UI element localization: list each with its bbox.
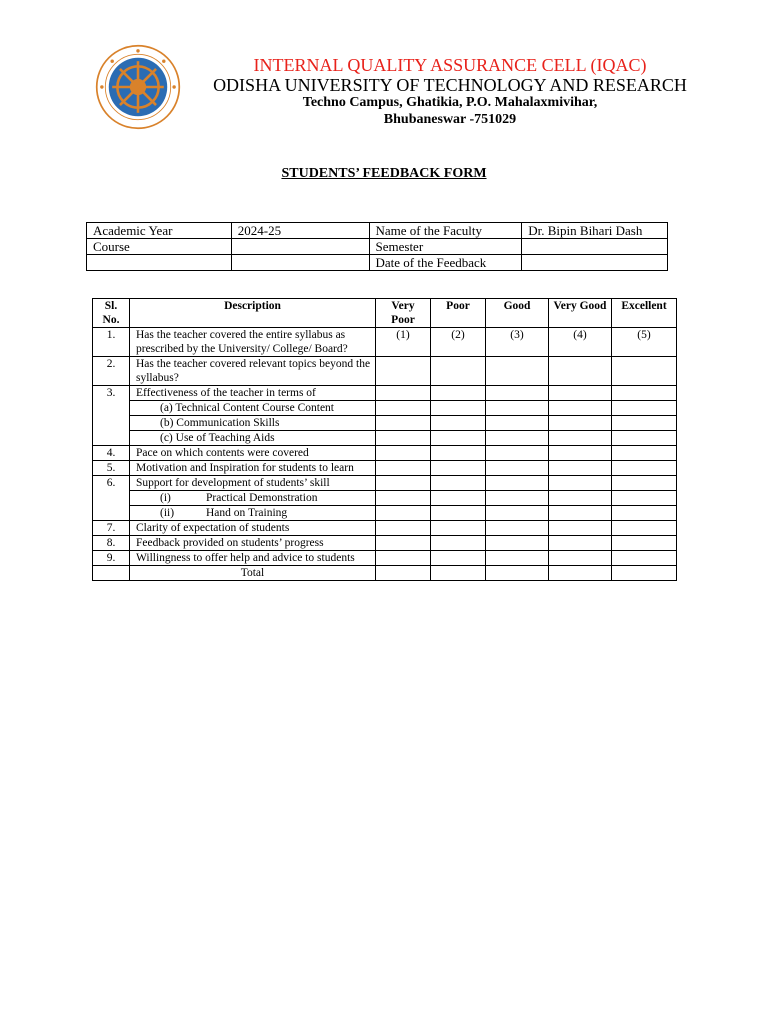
rating-cell[interactable] [486,386,549,401]
rating-cell[interactable] [431,461,486,476]
total-label: Total [130,566,376,581]
sub-question-text: (b) Communication Skills [130,416,376,431]
empty-cell [93,566,130,581]
sl-header: Sl. No. [93,299,130,328]
table-row [93,491,677,506]
question-text: Willingness to offer help and advice to students [130,551,376,566]
score-very-good[interactable]: (4) [549,328,612,357]
rating-cell[interactable] [549,506,612,521]
poor-header: Poor [431,299,486,328]
table-row [93,536,677,551]
rating-cell[interactable] [376,357,431,386]
rating-cell[interactable] [431,476,486,491]
rating-cell[interactable] [486,357,549,386]
table-row [93,521,677,536]
rating-cell[interactable] [486,551,549,566]
academic-year-value[interactable]: 2024-25 [231,223,369,239]
question-text: Pace on which contents were covered [130,446,376,461]
info-table [86,222,668,271]
question-text: Motivation and Inspiration for students to learn [130,461,376,476]
rating-cell[interactable] [486,401,549,416]
good-header: Good [486,299,549,328]
total-cell[interactable] [612,566,677,581]
rating-cell[interactable] [431,431,486,446]
sub-question-text [130,506,376,521]
rating-cell[interactable] [486,506,549,521]
very-good-header: Very Good [549,299,612,328]
table-row [93,431,677,446]
address-line-2: Bhubaneswar -751029 [383,112,517,127]
empty-cell [231,255,369,271]
question-text: Has the teacher covered relevant topics beyond the syllabus? [130,357,376,386]
rating-cell[interactable] [549,476,612,491]
rating-cell[interactable] [376,461,431,476]
rating-cell[interactable] [549,491,612,506]
rating-cell[interactable] [549,551,612,566]
rating-cell[interactable] [549,536,612,551]
faculty-value[interactable]: Dr. Bipin Bihari Dash [522,223,668,239]
rating-cell[interactable] [376,416,431,431]
score-poor[interactable]: (2) [431,328,486,357]
sub-question-text [130,491,376,506]
rating-cell[interactable] [376,446,431,461]
rating-cell[interactable] [612,476,677,491]
description-header: Description [130,299,376,328]
table-row [93,357,677,386]
rating-cell[interactable] [376,491,431,506]
rating-cell[interactable] [431,357,486,386]
rating-cell[interactable] [549,431,612,446]
date-value[interactable] [522,255,668,271]
rating-cell[interactable] [549,386,612,401]
total-cell[interactable] [486,566,549,581]
rating-cell[interactable] [612,491,677,506]
rating-cell[interactable] [431,521,486,536]
question-text: Support for development of students’ skill [130,476,376,491]
empty-cell [87,255,232,271]
semester-label: Semester [369,239,522,255]
question-text: Has the teacher covered the entire syllabus as prescribed by the University/ College/ Board? [130,328,376,357]
rating-cell[interactable] [612,446,677,461]
total-row [93,566,677,581]
rating-cell[interactable] [431,506,486,521]
rating-cell[interactable] [376,551,431,566]
rating-cell[interactable] [376,536,431,551]
rating-cell[interactable] [612,416,677,431]
sl-number: 5. [93,461,130,476]
rating-cell[interactable] [486,491,549,506]
sub-question-label: Hand on Training [206,507,288,519]
rating-cell[interactable] [431,491,486,506]
table-row [93,328,677,357]
rating-cell[interactable] [376,401,431,416]
course-value[interactable] [231,239,369,255]
rating-cell[interactable] [612,431,677,446]
university-name: ODISHA UNIVERSITY OF TECHNOLOGY AND RESEARCH [213,75,687,95]
question-text: Effectiveness of the teacher in terms of [130,386,376,401]
rating-cell[interactable] [612,506,677,521]
date-label: Date of the Feedback [369,255,522,271]
rating-cell[interactable] [376,506,431,521]
rating-cell[interactable] [486,521,549,536]
rating-cell[interactable] [431,386,486,401]
rating-cell[interactable] [612,551,677,566]
total-cell[interactable] [431,566,486,581]
table-row [93,551,677,566]
sl-number: 6. [93,476,130,521]
rating-cell[interactable] [431,416,486,431]
table-header-row [93,299,677,328]
rating-cell[interactable] [612,401,677,416]
table-row [93,401,677,416]
rating-cell[interactable] [376,521,431,536]
semester-value[interactable] [522,239,668,255]
iqac-title: INTERNAL QUALITY ASSURANCE CELL (IQAC) [253,55,647,75]
course-label: Course [87,239,232,255]
rating-cell[interactable] [612,461,677,476]
rating-cell[interactable] [549,416,612,431]
rating-cell[interactable] [376,386,431,401]
sl-number: 7. [93,521,130,536]
rating-cell[interactable] [376,431,431,446]
faculty-label: Name of the Faculty [369,223,522,239]
rating-cell[interactable] [431,401,486,416]
question-text: Clarity of expectation of students [130,521,376,536]
rating-cell[interactable] [431,551,486,566]
very-poor-header: Very Poor [376,299,431,328]
score-excellent[interactable]: (5) [612,328,677,357]
rating-cell[interactable] [486,536,549,551]
table-row [93,476,677,491]
rating-cell[interactable] [612,357,677,386]
table-row [93,506,677,521]
rating-cell[interactable] [486,476,549,491]
sub-question-text: (c) Use of Teaching Aids [130,431,376,446]
rating-cell[interactable] [486,446,549,461]
form-title: STUDENTS’ FEEDBACK FORM [281,166,487,181]
sub-question-number: (i) [160,492,171,504]
feedback-table [92,298,677,581]
sub-question-label: Practical Demonstration [206,492,318,504]
rating-cell[interactable] [549,357,612,386]
table-row [93,446,677,461]
rating-cell[interactable] [612,386,677,401]
sub-question-text: (a) Technical Content Course Content [130,401,376,416]
rating-cell[interactable] [486,461,549,476]
rating-cell[interactable] [376,476,431,491]
rating-cell[interactable] [431,536,486,551]
rating-cell[interactable] [612,536,677,551]
sub-question-number: (ii) [160,507,175,519]
rating-cell[interactable] [549,401,612,416]
score-very-poor[interactable]: (1) [376,328,431,357]
sl-number: 4. [93,446,130,461]
sl-number: 2. [93,357,130,386]
sl-number: 8. [93,536,130,551]
rating-cell[interactable] [486,431,549,446]
table-row [93,386,677,401]
rating-cell[interactable] [431,446,486,461]
sl-number: 1. [93,328,130,357]
table-row [93,416,677,431]
table-row [93,461,677,476]
rating-cell[interactable] [549,521,612,536]
sl-number: 9. [93,551,130,566]
academic-year-label: Academic Year [87,223,232,239]
excellent-header: Excellent [612,299,677,328]
address-line-1: Techno Campus, Ghatikia, P.O. Mahalaxmivihar, [302,95,598,110]
rating-cell[interactable] [612,521,677,536]
university-seal-icon [95,44,181,130]
rating-cell[interactable] [486,416,549,431]
question-text: Feedback provided on students’ progress [130,536,376,551]
rating-cell[interactable] [549,446,612,461]
total-cell[interactable] [549,566,612,581]
score-good[interactable]: (3) [486,328,549,357]
total-cell[interactable] [376,566,431,581]
rating-cell[interactable] [549,461,612,476]
sl-number: 3. [93,386,130,446]
